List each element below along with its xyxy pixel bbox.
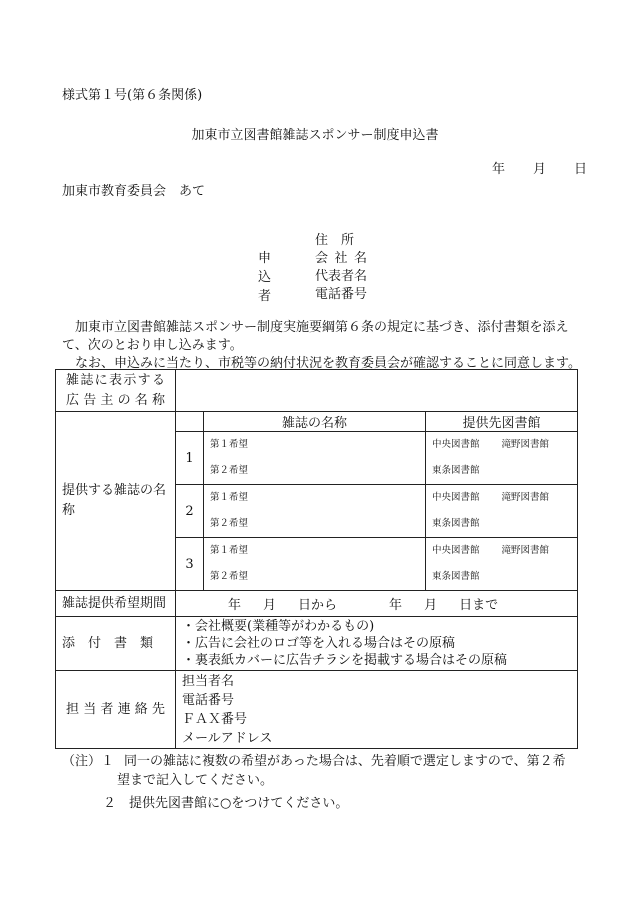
attachment-item-3: ・裏表紙カバーに広告チラシを掲載する場合はその原稿 [182,653,508,668]
magazine-choice-1[interactable] [204,432,426,485]
period-month: 月 [263,598,277,613]
application-table [55,369,578,749]
first-choice-2: 第１希望 [210,492,249,503]
header-blank [176,412,204,432]
library-takino-1[interactable]: 滝野図書館 [501,439,550,450]
note-1-continued: 望まで記入してください。 [117,773,274,788]
library-tojo-3[interactable]: 東条図書館 [432,571,480,582]
magazine-choice-2[interactable] [204,485,426,538]
addressee: 加東市教育委員会 あて [62,184,206,199]
first-choice-1: 第１希望 [210,439,249,450]
date-year: 年 [492,162,506,177]
second-choice-3: 第２希望 [210,571,249,582]
attachment-item-1: ・会社概要(業種等がわかるもの) [182,619,375,634]
period-to: 日まで [459,598,499,613]
second-choice-2: 第２希望 [210,518,249,529]
applicant-phone-label: 電話番号 [315,287,368,302]
applicant-company-label: 会 社 名 [315,251,367,266]
contact-email-field: メールアドレス [182,730,273,746]
library-central-3[interactable]: 中央図書館 [432,545,480,556]
contact-phone-field: 電話番号 [182,692,235,708]
library-choice-3[interactable] [426,538,578,591]
note-2: ２ 提供先図書館に○をつけてください。 [103,796,349,811]
first-choice-3: 第１希望 [210,545,249,556]
period-from: 日から [298,598,338,613]
page-title: 加東市立図書館雑誌スポンサー制度申込書 [191,128,439,143]
library-tojo-2[interactable]: 東条図書館 [432,518,480,529]
row-number-2: 2 [176,485,204,538]
contact-person-field: 担当者名 [182,673,235,689]
date-month: 月 [533,162,547,177]
header-library: 提供先図書館 [426,412,578,432]
library-choice-1[interactable] [426,432,578,485]
library-central-2[interactable]: 中央図書館 [432,492,480,503]
period-label: 雑誌提供希望期間 [56,591,176,617]
period-input[interactable] [176,591,578,617]
attachments-label: 添 付 書 類 [56,617,176,671]
attachments-list [176,617,578,671]
header-magazine-name: 雑誌の名称 [204,412,426,432]
library-tojo-1[interactable]: 東条図書館 [432,465,480,476]
magazine-label: 提供する雑誌の名称 [56,412,176,591]
form-number: 様式第１号(第６条関係) [62,88,203,103]
contact-fields[interactable] [176,671,578,749]
date-line [492,158,587,177]
contact-label: 担当者連絡先 [56,671,176,749]
body-text-2: なお、申込みに当たり、市税等の納付状況を教育委員会が確認することに同意します。 [75,356,581,371]
row-number-1: 1 [176,432,204,485]
magazine-choice-3[interactable] [204,538,426,591]
library-central-1[interactable]: 中央図書館 [432,439,480,450]
note-tag: （注）１ [62,754,115,769]
attachment-item-2: ・広告に会社のロゴ等を入れる場合はその原稿 [182,636,456,651]
period-month2: 月 [424,598,438,613]
body-paragraph [62,319,582,373]
period-year: 年 [228,598,242,613]
contact-fax-field: ＦＡＸ番号 [182,711,248,727]
second-choice-1: 第２希望 [210,465,249,476]
library-choice-2[interactable] [426,485,578,538]
library-takino-2[interactable]: 滝野図書館 [501,492,550,503]
applicant-address-label: 住 所 [315,233,355,248]
library-takino-3[interactable]: 滝野図書館 [501,545,550,556]
advertiser-input[interactable] [176,370,578,412]
body-text-1: 加東市立図書館雑誌スポンサー制度実施要綱第６条の規定に基づき、添付書類を添えて、次のとおり申し込みます。 [62,320,569,353]
row-number-3: 3 [176,538,204,591]
period-year2: 年 [389,598,403,613]
applicant-representative-label: 代表者名 [315,269,368,284]
note-1: 同一の雑誌に複数の希望があった場合は、先着順で選定しますので、第２希 [124,754,566,769]
advertiser-label: 雑誌に表示する広告主の名称 [56,370,176,412]
applicant-prefix: 申込者 [258,251,272,304]
notes [62,752,582,813]
date-day: 日 [574,162,588,177]
